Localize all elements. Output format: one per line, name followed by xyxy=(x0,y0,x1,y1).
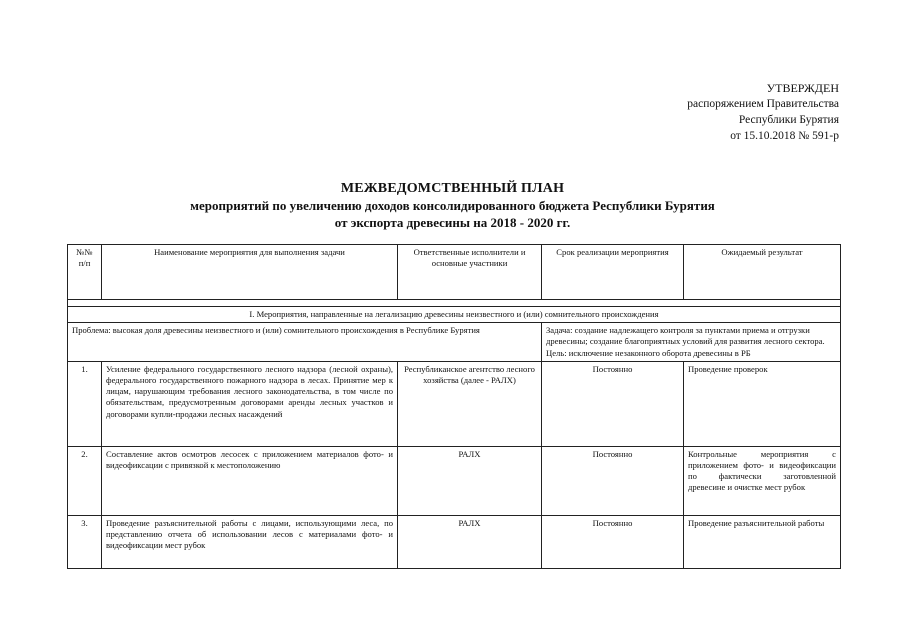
section-task: Задача: создание надлежащего контроля за пунктами приема и отгрузки древесины; создание благоприятных условий для развития лесного сектора. xyxy=(546,325,825,347)
row-num: 1. xyxy=(68,361,102,446)
document-subtitle-2: от экспорта древесины на 2018 - 2020 гг. xyxy=(334,215,571,230)
row-responsible: Республиканское агентство лесного хозяйства (далее - РАЛХ) xyxy=(398,361,542,446)
row-name: Проведение разъяснительной работы с лицами, использующими леса, по представлению отчета об использовании лесов с материалами фото- и видеофиксации мест рубок xyxy=(102,515,398,568)
row-responsible: РАЛХ xyxy=(398,446,542,515)
header-num: №№ п/п xyxy=(68,245,102,300)
row-term: Постоянно xyxy=(542,515,684,568)
approval-title: УТВЕРЖДЕН xyxy=(766,81,839,95)
row-result: Проведение разъяснительной работы xyxy=(684,515,841,568)
header-responsible: Ответственные исполнители и основные участники xyxy=(398,245,542,300)
section-title: I. Мероприятия, направленные на легализацию древесины неизвестного и (или) сомнительного происхождения xyxy=(68,307,841,323)
row-term: Постоянно xyxy=(542,361,684,446)
section-task-goal xyxy=(542,323,841,362)
row-num: 3. xyxy=(68,515,102,568)
section-goal: Цель: исключение незаконного оборота древесины в РБ xyxy=(546,347,751,358)
header-name: Наименование мероприятия для выполнения задачи xyxy=(102,245,398,300)
header-result: Ожидаемый результат xyxy=(684,245,841,300)
table-row xyxy=(68,515,841,568)
row-responsible: РАЛХ xyxy=(398,515,542,568)
row-name: Усиление федерального государственного лесного надзора (лесной охраны), федерального государственного пожарного надзора в лесах. Принятие мер к лицам, нарушающим требования лесного законодательства, в том числе по обязательствам, предусмотренным договорами аренды лесных участков и договорами купли-продажи лесных насаждений xyxy=(102,361,398,446)
problem-task-row xyxy=(68,323,841,362)
approval-block xyxy=(687,80,839,144)
approval-issuer: распоряжением Правительства xyxy=(687,98,839,110)
spacer-row xyxy=(68,300,841,307)
table-header-row xyxy=(68,245,841,300)
section-row xyxy=(68,307,841,323)
document-title: МЕЖВЕДОМСТВЕННЫЙ ПЛАН xyxy=(340,181,565,196)
section-problem: Проблема: высокая доля древесины неизвестного и (или) сомнительного происхождения в Республике Бурятия xyxy=(68,323,542,362)
table-row xyxy=(68,361,841,446)
row-result: Проведение проверок xyxy=(684,361,841,446)
document-heading xyxy=(0,180,905,231)
row-term: Постоянно xyxy=(542,446,684,515)
table-row xyxy=(68,446,841,515)
row-num: 2. xyxy=(68,446,102,515)
row-result: Контрольные мероприятия с приложением фото- и видеофиксации по фактически заготовленной древесине и очистке мест рубок xyxy=(684,446,841,515)
approval-date: от 15.10.2018 № 591-р xyxy=(730,130,839,142)
header-term: Срок реализации мероприятия xyxy=(542,245,684,300)
plan-table xyxy=(67,244,841,569)
document-subtitle-1: мероприятий по увеличению доходов консолидированного бюджета Республики Бурятия xyxy=(190,198,715,213)
row-name: Составление актов осмотров лесосек с приложением материалов фото- и видеофиксации с привязкой к местоположению xyxy=(102,446,398,515)
approval-region: Республики Бурятия xyxy=(738,114,839,126)
